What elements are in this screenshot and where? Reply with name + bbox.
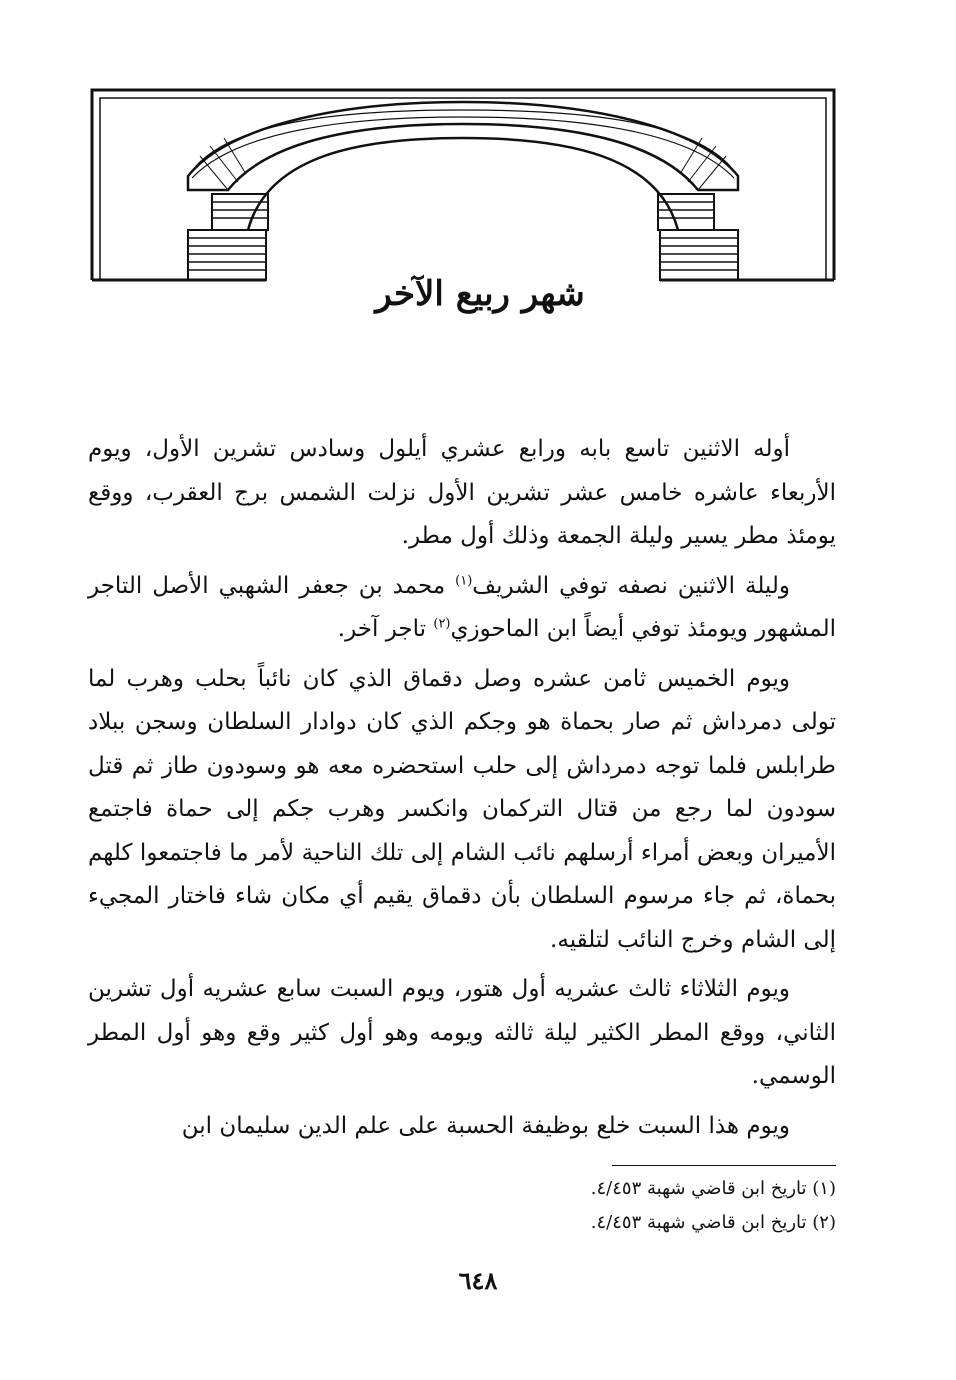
paragraph-3: ويوم الخميس ثامن عشره وصل دقماق الذي كان نائباً بحلب وهرب لما تولى دمرداش ثم صار بحماة هو وجكم الذي كان دوادار السلطان وسجن ببلاد طرابلس فلما توجه دمرداش إلى حلب استحضره معه هو وسودون طاز ثم قتل سودون لما رجع من قتال التركمان وانكسر وهرب جكم إلى حماة فاجتمع الأميران وبعض أمراء أرسلهم نائب الشام إلى تلك الناحية لأمر ما فاجتمعوا كلهم بحماة، ثم جاء مرسوم السلطان بأن دقماق يقيم أي مكان شاء فاختار المجيء إلى الشام وخرج النائب لتلقيه.: [88, 665, 836, 953]
paragraph-2-part-c: تاجر آخر.: [337, 616, 434, 642]
chapter-title: شهر ربيع الآخر: [375, 274, 585, 314]
decorative-arch-ornament: [88, 86, 838, 284]
footnote-ref-2: (٢): [433, 616, 451, 632]
paragraph-5: ويوم هذا السبت خلع بوظيفة الحسبة على علم الدين سليمان ابن: [181, 1112, 790, 1139]
footnote-1-number: (١): [812, 1178, 836, 1199]
body-text: [88, 428, 836, 1154]
paragraph-2-part-b: محمد بن جعفر الشهبي الأصل التاجر المشهور ويومئذ توفي أيضاً ابن الماحوزي: [88, 572, 836, 642]
footnote-2-text: تاريخ ابن قاضي شهبة ٤/٤٥٣.: [590, 1212, 807, 1233]
footnote-2-number: (٢): [812, 1212, 836, 1233]
footnote-1: [480, 1172, 836, 1206]
page-number: ٦٤٨: [458, 1266, 498, 1295]
footnote-divider: [612, 1165, 836, 1166]
footnote-ref-1: (١): [455, 572, 473, 588]
footnotes: [480, 1172, 836, 1240]
paragraph-4: ويوم الثلاثاء ثالث عشريه أول هتور، ويوم السبت سابع عشريه أول تشرين الثاني، ووقع المطر الكثير ليلة ثالثه ويومه وهو أول كثير وقع وهو أول المطر الوسمي.: [88, 976, 836, 1089]
footnote-1-text: تاريخ ابن قاضي شهبة ٤/٤٥٣.: [590, 1178, 807, 1199]
paragraph-2-part-a: وليلة الاثنين نصفه توفي الشريف: [472, 572, 790, 599]
footnote-2: [480, 1206, 836, 1240]
paragraph-1: أوله الاثنين تاسع بابه ورابع عشري أيلول وسادس تشرين الأول، ويوم الأربعاء عاشره خامس عشر تشرين الأول نزلت الشمس برج العقرب، ووقع يومئذ مطر يسير وليلة الجمعة وذلك أول مطر.: [88, 436, 836, 549]
paragraph-2: [88, 565, 836, 652]
